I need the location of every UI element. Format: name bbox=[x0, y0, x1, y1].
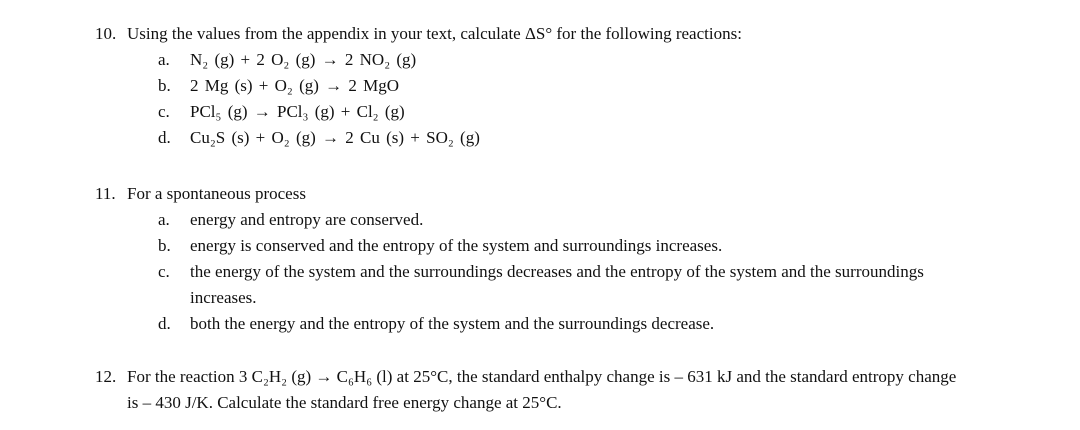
option-letter: c. bbox=[158, 102, 170, 121]
option-letter: a. bbox=[158, 210, 170, 229]
question-number: 12. bbox=[95, 367, 117, 386]
question-12-stem bbox=[95, 364, 1055, 416]
question-10 bbox=[95, 21, 1055, 151]
reaction-equation: PCl₅ (g) → PCl₃ (g) + Cl₂ (g) bbox=[190, 102, 405, 121]
option-text: the energy of the system and the surroundings decreases and the entropy of the system and the surroundings increases. bbox=[190, 262, 924, 307]
option-d bbox=[95, 311, 1055, 337]
question-10-stem bbox=[95, 21, 1055, 47]
option-d bbox=[95, 125, 1055, 151]
option-text: energy and entropy are conserved. bbox=[190, 210, 424, 229]
option-text: energy is conserved and the entropy of the system and surroundings increases. bbox=[190, 236, 723, 255]
option-letter: b. bbox=[158, 76, 171, 95]
option-text: both the energy and the entropy of the system and the surroundings decrease. bbox=[190, 314, 715, 333]
option-letter: d. bbox=[158, 314, 171, 333]
option-b bbox=[95, 73, 1055, 99]
option-letter: a. bbox=[158, 50, 170, 69]
reaction-equation: Cu₂S (s) + O₂ (g) → 2 Cu (s) + SO₂ (g) bbox=[190, 128, 480, 147]
option-c bbox=[95, 259, 1055, 311]
question-11 bbox=[95, 181, 1055, 337]
question-number: 11. bbox=[95, 184, 116, 203]
option-letter: b. bbox=[158, 236, 171, 255]
option-c bbox=[95, 99, 1055, 125]
option-letter: d. bbox=[158, 128, 171, 147]
option-letter: c. bbox=[158, 262, 170, 281]
option-a bbox=[95, 47, 1055, 73]
question-11-stem bbox=[95, 181, 1055, 207]
question-12 bbox=[95, 364, 1055, 416]
option-a bbox=[95, 207, 1055, 233]
question-text: For a spontaneous process bbox=[127, 184, 306, 203]
option-b bbox=[95, 233, 1055, 259]
question-number: 10. bbox=[95, 24, 117, 43]
question-text: For the reaction 3 C₂H₂ (g) → C₆H₆ (l) at 25°C, the standard enthalpy change is – 631 kJ and the standard entropy change is – 430 J/K. Calculate the standard free energy change at 25°C. bbox=[127, 367, 957, 412]
question-text: Using the values from the appendix in your text, calculate ΔS° for the following reactions: bbox=[127, 24, 742, 43]
reaction-equation: 2 Mg (s) + O₂ (g) → 2 MgO bbox=[190, 76, 400, 95]
reaction-equation: N₂ (g) + 2 O₂ (g) → 2 NO₂ (g) bbox=[190, 50, 417, 69]
